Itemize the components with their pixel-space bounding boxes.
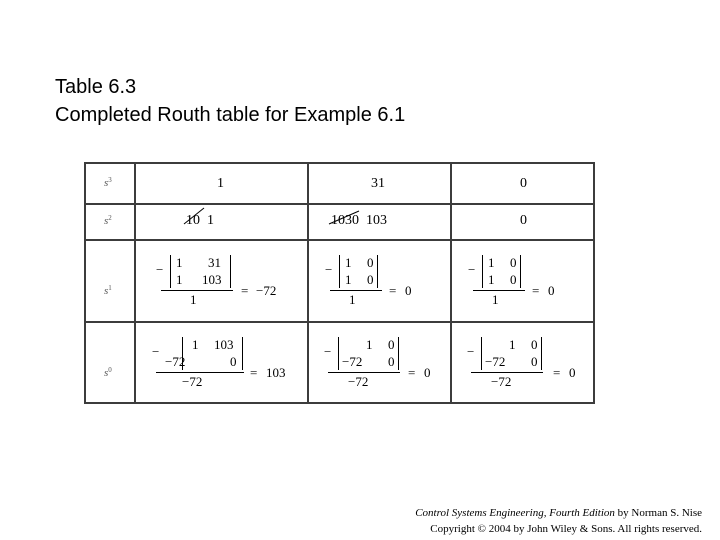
table-title — [55, 73, 405, 129]
strike-line — [182, 207, 206, 223]
column-divider — [450, 164, 452, 402]
cell-s1-c2: − 1 0 1 0 1 = 0 — [325, 255, 412, 307]
cell-s0-c1: − 1 103 −72 0 −72 = 103 — [152, 337, 286, 389]
cell-s2-c2: 1030 103 — [331, 213, 387, 229]
row-divider — [86, 203, 593, 205]
book-citation: Control Systems Engineering, Fourth Edition by Norman S. Nise — [415, 507, 702, 519]
table-number: Table 6.3 — [55, 76, 137, 98]
cell-s1-c3: − 1 0 1 0 1 = 0 — [468, 255, 555, 307]
copyright-footer — [415, 505, 702, 537]
cell-s1-c1: − 1 31 1 103 1 = −72 — [156, 255, 277, 307]
row-label-s1: $s^1$ — [104, 284, 112, 297]
cell-s3-c3: 0 — [520, 176, 527, 191]
cell-s0-c3: − 1 0 −72 0 −72 = 0 — [467, 337, 576, 389]
row-label-s3: $s^3$ — [104, 176, 112, 189]
cell-s3-c1: 1 — [217, 176, 224, 191]
struck-value: 10 — [186, 213, 200, 229]
struck-value: 1030 — [331, 213, 359, 229]
row-label-s2: $s^2$ — [104, 214, 112, 227]
row-divider — [86, 239, 593, 241]
cell-s2-c3: 0 — [520, 213, 527, 228]
strike-line — [327, 207, 361, 223]
cell-s2-c1: 10 1 — [186, 213, 214, 229]
cell-s0-c2: − 1 0 −72 0 −72 = 0 — [324, 337, 431, 389]
copyright-notice: Copyright © 2004 by John Wiley & Sons. All rights reserved. — [430, 523, 702, 535]
row-divider — [86, 321, 593, 323]
column-divider — [307, 164, 309, 402]
row-label-s0: $s^0$ — [104, 366, 112, 379]
routh-table — [84, 162, 595, 404]
cell-s3-c2: 31 — [371, 176, 385, 191]
column-divider — [134, 164, 136, 402]
table-caption: Completed Routh table for Example 6.1 — [55, 104, 406, 126]
